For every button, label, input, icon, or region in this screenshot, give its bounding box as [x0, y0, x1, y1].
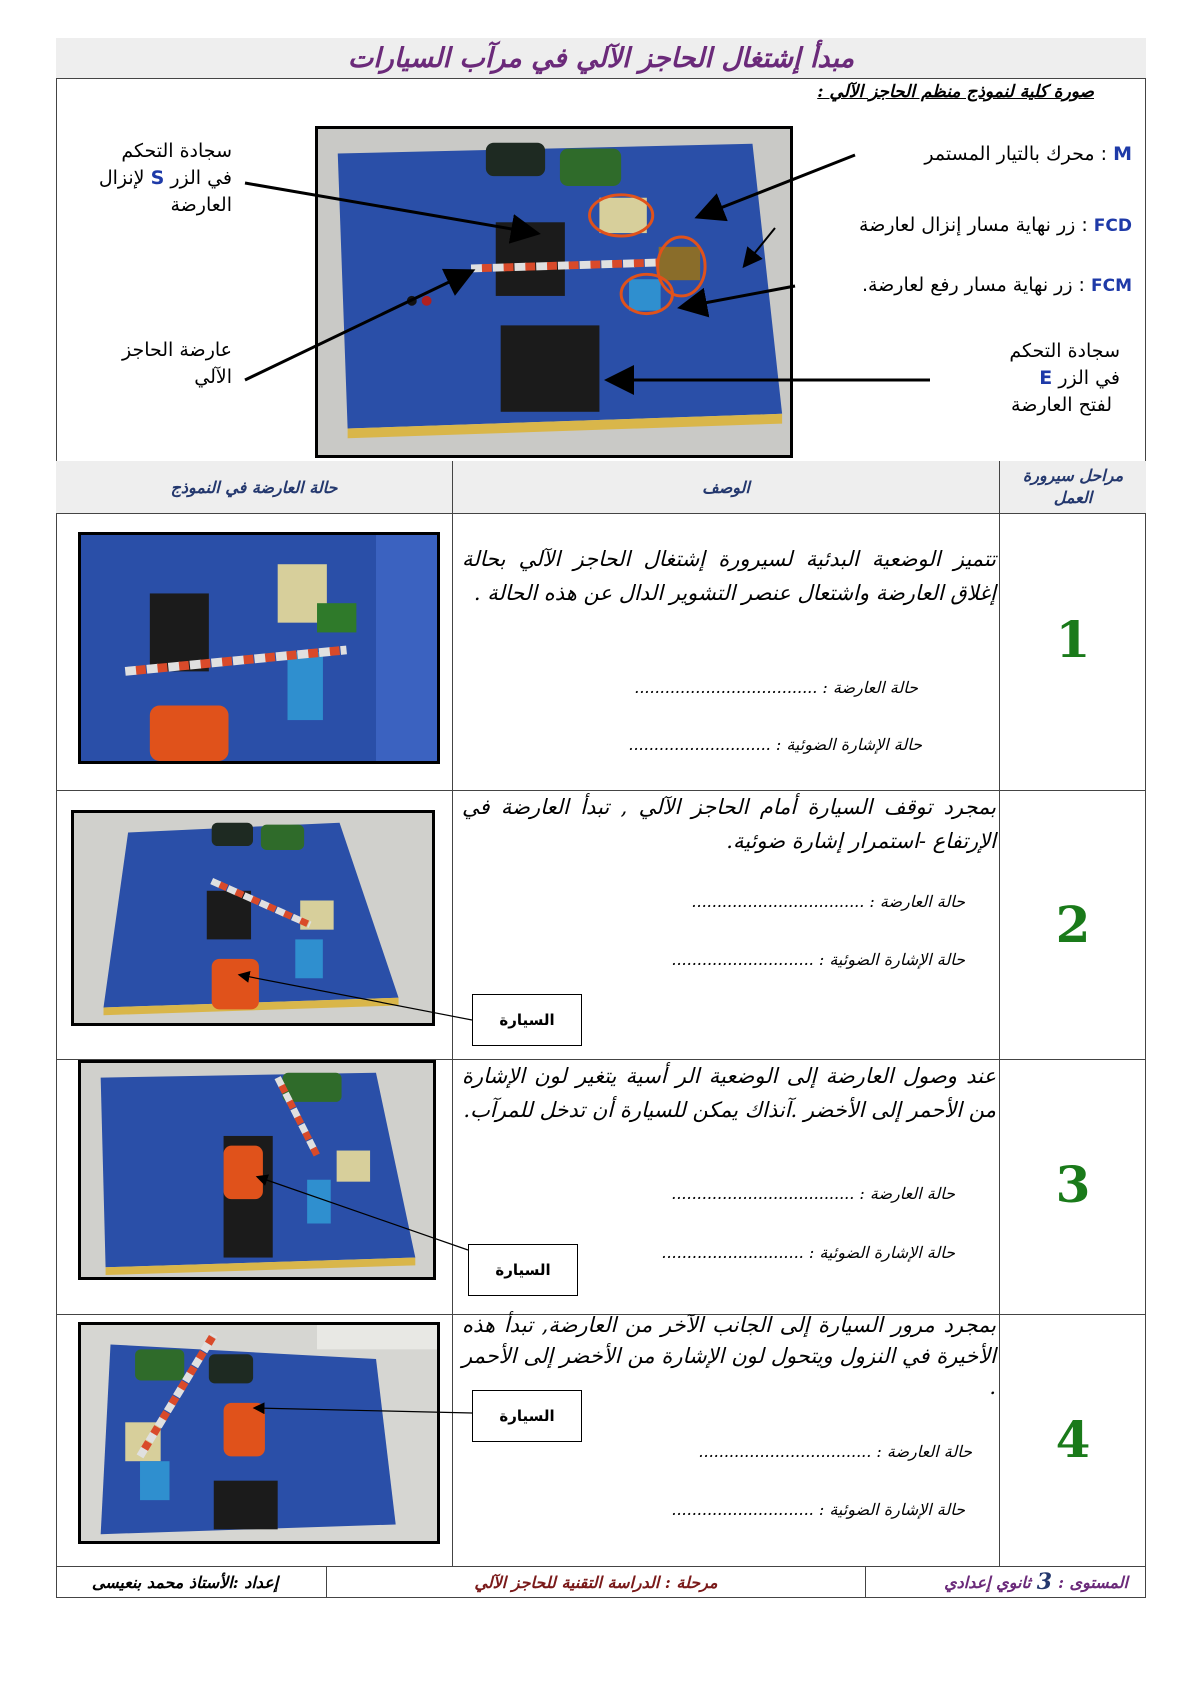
label-motor	[924, 141, 1132, 168]
label-mat-e-line1: سجادة التحكم	[1009, 340, 1120, 362]
label-fcm-text: : زر نهاية مسار رفع لعارضة.	[861, 274, 1085, 296]
row-3-barrier-state: حالة العارضة : ....................................	[671, 1184, 955, 1203]
row-4-signal-state: حالة الإشارة الضوئية : ............................	[671, 1500, 965, 1519]
page-title: مبدأ إشتغال الحاجز الآلي في مرآب السيارات	[56, 38, 1146, 78]
label-mat-e-line2-pre: في الزر	[1058, 367, 1120, 389]
row-1-signal-state: حالة الإشارة الضوئية : ............................	[628, 735, 922, 754]
label-barrier-line1: عارضة الحاجز	[121, 339, 232, 361]
footer-stage: مرحلة : الدراسة التقنية للحاجز الآلي	[474, 1572, 718, 1592]
row-3-description: عند وصول العارضة إلى الوضعية الر أسية يتغير لون الإشارة من الأحمر إلى الأخضر .آنذاك يمكن للسيارة أن تدخل للمرآب.	[462, 1064, 996, 1122]
row-4-description: بمجرد مرور السيارة إلى الجانب الآخر من العارضة, تبدأ هذه الأخيرة في النزول ويتحول لون الإشارة من الأخضر إلى الأحمر .	[462, 1313, 996, 1399]
row-4-car-callout: السيارة	[472, 1390, 582, 1442]
title-divider	[56, 78, 1146, 79]
stage-number-3: 3	[1055, 1155, 1091, 1214]
label-fcm-code: FCM	[1090, 276, 1132, 296]
label-fcd-code: FCD	[1093, 216, 1132, 236]
label-mat-e-line2	[930, 365, 1120, 392]
row-2-barrier-state: حالة العارضة : ..................................	[691, 892, 965, 911]
label-mat-s-code: S	[150, 167, 165, 189]
footer-level-number: 3	[1036, 1569, 1053, 1595]
row-3-signal-state: حالة الإشارة الضوئية : ............................	[661, 1243, 955, 1262]
label-mat-s	[60, 138, 232, 219]
row-4-photo	[78, 1322, 440, 1544]
row-1-photo	[78, 532, 440, 764]
row-3-photo	[78, 1060, 436, 1280]
footer-level	[866, 1566, 1136, 1598]
row-3-car-callout: السيارة	[468, 1244, 578, 1296]
header-state: حالة العارضة في النموذج	[56, 461, 452, 513]
row-1-barrier-state: حالة العارضة : ....................................	[634, 678, 918, 697]
header-stages: مراحل سيرورة العمل	[1000, 461, 1146, 513]
stage-number-2: 2	[1055, 895, 1091, 954]
label-mat-s-line2-post: لإنزال	[98, 167, 145, 189]
row-2-signal-state: حالة الإشارة الضوئية : ............................	[671, 950, 965, 969]
label-mat-e-line3: لفتح العارضة	[1011, 394, 1112, 416]
footer-level-label: المستوى :	[1058, 1572, 1128, 1592]
label-barrier	[60, 337, 232, 391]
label-mat-s-line2	[60, 165, 232, 192]
footer-level-text: ثانوي إعدادي	[944, 1572, 1031, 1592]
label-barrier-line2: الآلي	[194, 366, 232, 388]
row-2-car-callout: السيارة	[472, 994, 582, 1046]
label-fcm	[862, 272, 1132, 300]
overview-photo	[315, 126, 793, 458]
label-mat-e	[930, 338, 1120, 419]
label-mat-s-line2-pre: في الزر	[170, 167, 232, 189]
row-1-description: تتميز الوضعية البدئية لسيرورة إشتغال الحاجز الآلي بحالة إغلاق العارضة واشتعال عنصر التشوير الدال عن هذه الحالة .	[462, 547, 996, 605]
footer-author: إعداد :الأستاذ محمد بنعيسى	[91, 1572, 279, 1592]
stage-number-1: 1	[1055, 610, 1091, 669]
label-mat-s-line1: سجادة التحكم	[121, 140, 232, 162]
label-mat-s-line3: العارضة	[170, 194, 232, 216]
column-divider-left	[452, 461, 453, 1566]
overview-subtitle: صورة كلية لنموذج منظم الحاجز الآلي :	[817, 82, 1094, 102]
header-bottom-line	[56, 513, 1146, 514]
row-2-description: بمجرد توقف السيارة أمام الحاجز الآلي , تبدأ العارضة في الإرتفاع -استمرار إشارة ضوئية.	[462, 795, 996, 853]
label-motor-code: M	[1113, 143, 1132, 165]
row-2-photo	[71, 810, 435, 1026]
label-motor-text: : محرك بالتيار المستمر	[924, 143, 1108, 165]
header-description: الوصف	[453, 461, 999, 513]
label-fcd	[859, 212, 1132, 240]
label-fcd-text: : زر نهاية مسار إنزال لعارضة	[859, 214, 1088, 236]
row-4-barrier-state: حالة العارضة : ..................................	[698, 1442, 972, 1461]
label-mat-e-code: E	[1039, 367, 1053, 389]
stage-number-4: 4	[1055, 1410, 1091, 1469]
